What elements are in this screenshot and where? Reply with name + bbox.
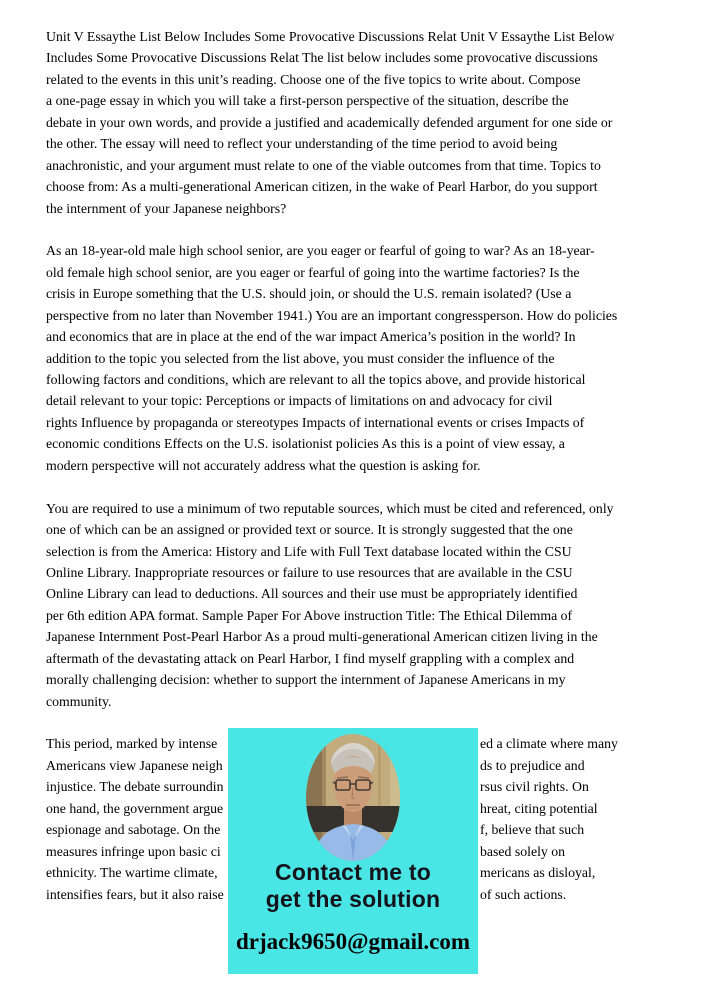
text-line: Online Library can lead to deductions. All sources and their use must be appropriately identified	[46, 586, 578, 602]
text-fragment-right: based solely on	[480, 843, 566, 859]
text-line: addition to the topic you selected from the list above, you must consider the influence of the	[46, 350, 555, 366]
text-line: debate in your own words, and provide a justified and academically defended argument for one side or	[46, 114, 613, 130]
text-fragment-right: of such actions.	[480, 886, 567, 902]
text-line: community.	[46, 693, 112, 709]
text-line: As an 18-year-old male high school senior, are you eager or fearful of going to war? As an 18-year-	[46, 243, 595, 259]
text-fragment-right: mericans as disloyal,	[480, 865, 596, 881]
text-line: the other. The essay will need to reflect your understanding of the time period to avoid being	[46, 136, 558, 152]
text-line: selection is from the America: History and Life with Full Text database located within the CSU	[46, 543, 572, 559]
contact-caption-line2: get the solution	[265, 886, 441, 912]
text-line: a one-page essay in which you will take a first-person perspective of the situation, describe the	[46, 93, 569, 109]
text-line: and economics that are in place at the end of the war impact America’s position in the world? In	[46, 329, 576, 345]
text-fragment-left: This period, marked by intense	[46, 736, 218, 752]
text-line: Japanese Internment Post-Pearl Harbor As a proud multi-generational American citizen living in the	[46, 629, 598, 645]
contact-caption-line1: Contact me to	[275, 859, 431, 885]
paragraph-sources-sample	[46, 498, 662, 712]
text-fragment-right: ds to prejudice and	[480, 757, 585, 773]
text-line: related to the events in this unit’s reading. Choose one of the five topics to write about. Compose	[46, 71, 581, 87]
text-line: economic conditions Effects on the U.S. isolationist policies As this is a point of view essay, a	[46, 436, 565, 452]
text-line: detail relevant to your topic: Perceptions or impacts of limitations on and advocacy for civil	[46, 393, 553, 409]
text-line: rights Influence by propaganda or stereotypes Impacts of international events or crises Impacts of	[46, 414, 585, 430]
contact-email: drjack9650@gmail.com	[235, 929, 471, 954]
text-line: one of which can be an assigned or provided text or source. It is strongly suggested that the one	[46, 522, 573, 538]
text-line: following factors and conditions, which are relevant to all the topics above, and provide historical	[46, 372, 586, 387]
text-line: modern perspective will not accurately address what the question is asking for.	[46, 457, 481, 473]
text-line: crisis in Europe something that the U.S. should join, or should the U.S. remain isolated? (Use a	[46, 286, 572, 302]
text-line: You are required to use a minimum of two reputable sources, which must be cited and referenced, only	[46, 500, 614, 516]
text-line: anachronistic, and your argument must relate to one of the viable outcomes from that time. Topics to	[46, 157, 601, 173]
text-line: Includes Some Provocative Discussions Relat The list below includes some provocative discussions	[46, 50, 598, 66]
paragraph-assignment-intro	[46, 26, 662, 219]
text-fragment-left: espionage and sabotage. On the	[46, 822, 221, 838]
text-fragment-right: rsus civil rights. On	[480, 779, 589, 795]
text-fragment-right: f, believe that such	[480, 822, 585, 838]
contact-caption	[228, 859, 478, 913]
text-fragment-left: Americans view Japanese neigh	[46, 757, 223, 773]
text-fragment-left: intensifies fears, but it also raise	[46, 886, 224, 902]
paragraph-topics	[46, 240, 662, 476]
portrait-photo	[306, 734, 400, 861]
text-fragment-left: ethnicity. The wartime climate,	[46, 865, 218, 881]
text-fragment-left: injustice. The debate surroundin	[46, 779, 224, 795]
text-line: perspective from no later than November 1941.) You are an important congressperson. How do policies	[46, 307, 618, 323]
text-line: per 6th edition APA format. Sample Paper For Above instruction Title: The Ethical Dilemma of	[46, 607, 573, 623]
text-fragment-left: measures infringe upon basic ci	[46, 843, 221, 859]
text-line: old female high school senior, are you eager or fearful of going into the wartime factories? Is the	[46, 264, 580, 280]
text-line: morally challenging decision: whether to support the internment of Japanese Americans in my	[46, 672, 566, 688]
text-fragment-left: one hand, the government argue	[46, 800, 224, 816]
text-line: aftermath of the devastating attack on Pearl Harbor, I find myself grappling with a complex and	[46, 650, 575, 666]
text-line: the internment of your Japanese neighbors?	[46, 200, 287, 216]
text-line: Online Library. Inappropriate resources or failure to use resources that are available in the CSU	[46, 564, 573, 580]
text-line: Unit V Essaythe List Below Includes Some Provocative Discussions Relat Unit V Essaythe List Below	[46, 29, 615, 44]
text-fragment-right: ed a climate where many	[480, 736, 618, 752]
contact-promo-overlay	[228, 728, 478, 974]
text-fragment-right: hreat, citing potential	[480, 800, 598, 816]
text-line: choose from: As a multi-generational American citizen, in the wake of Pearl Harbor, do you support	[46, 179, 598, 195]
